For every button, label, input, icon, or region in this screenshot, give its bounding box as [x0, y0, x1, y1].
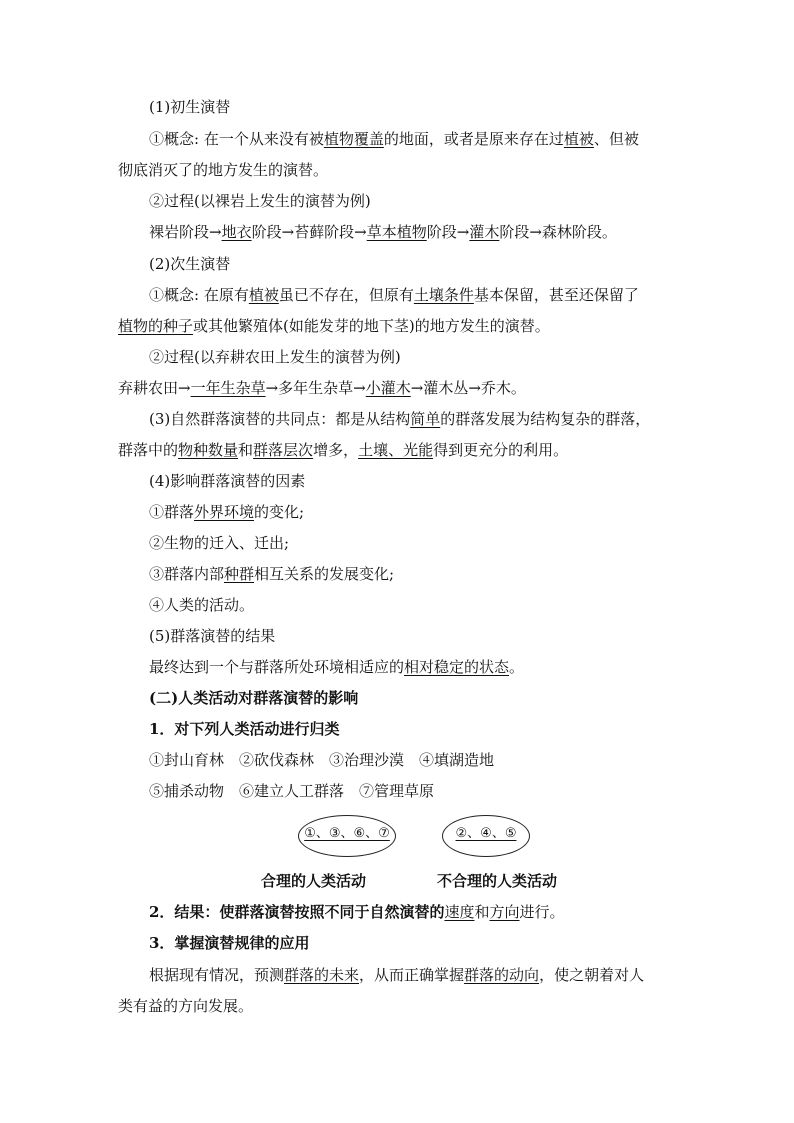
answer-blank: 植物覆盖	[323, 130, 384, 148]
answer-blank: 种群	[224, 565, 255, 583]
unreasonable-activities-caption: 不合理的人类活动	[437, 872, 558, 890]
answer-blank: 植被	[563, 130, 594, 148]
section-result-title: (5)群落演替的结果	[149, 627, 276, 645]
common-points-line1: (3)自然群落演替的共同点：都是从结构简单的群落发展为结构复杂的群落，	[149, 410, 651, 428]
section-secondary-succession-title: (2)次生演替	[149, 255, 231, 273]
answer-blank: 植物的种子	[118, 317, 194, 335]
answer-blank: 草本植物	[366, 223, 427, 241]
answer-blank: 灌木	[469, 223, 500, 241]
answer-blank: 速度	[444, 903, 475, 921]
question-1-title: 1．对下列人类活动进行归类	[149, 720, 340, 738]
answer-blank: 简单	[410, 410, 441, 428]
factor-item-3: ③群落内部种群相互关系的发展变化;	[149, 565, 395, 583]
initial-succession-concept-line1: ①概念: 在一个从来没有被植物覆盖的地面，或者是原来存在过植被、但被	[149, 130, 639, 148]
factor-item-4: ④人类的活动。	[149, 596, 255, 614]
initial-succession-concept-line2: 彻底消灭了的地方发生的演替。	[118, 161, 329, 179]
question-2-result: 2．结果：使群落演替按照不同于自然演替的速度和方向进行。	[149, 903, 565, 921]
answer-blank: 土壤条件	[413, 286, 474, 304]
unreasonable-activities-items: ②、④、⑤	[455, 826, 517, 841]
answer-blank: 小灌木	[365, 379, 411, 397]
initial-succession-process-title: ②过程(以裸岩上发生的演替为例)	[149, 192, 371, 210]
application-line1: 根据现有情况，预测群落的未来，从而正确掌握群落的动向，使之朝着对人	[149, 966, 645, 984]
section-initial-succession-title: (1)初生演替	[149, 98, 231, 116]
secondary-succession-process-title: ②过程(以弃耕农田上发生的演替为例)	[149, 348, 401, 366]
activities-row-1: ①封山育林 ②砍伐森林 ③治理沙漠 ④填湖造地	[149, 751, 495, 769]
factor-item-2: ②生物的迁入、迁出;	[149, 534, 290, 552]
answer-blank: 相对稳定的状态	[404, 658, 510, 676]
answer-blank: 群落的动向	[464, 966, 540, 984]
secondary-succession-process: 弃耕农田→一年生杂草→多年生杂草→小灌木→灌木丛→乔木。	[118, 379, 526, 397]
factor-item-1: ①群落外界环境的变化;	[149, 503, 305, 521]
answer-blank: 一年生杂草	[190, 379, 266, 397]
answer-blank: 外界环境	[194, 503, 255, 521]
reasonable-activities-items: ①、③、⑥、⑦	[304, 826, 390, 841]
activities-row-2: ⑤捕杀动物 ⑥建立人工群落 ⑦管理草原	[149, 782, 435, 800]
section-factors-title: (4)影响群落演替的因素	[149, 472, 306, 490]
answer-blank: 植被	[248, 286, 279, 304]
reasonable-activities-caption: 合理的人类活动	[261, 872, 367, 890]
question-3-title: 3．掌握演替规律的应用	[149, 934, 310, 952]
answer-blank: 方向	[489, 903, 520, 921]
application-line2: 类有益的方向发展。	[118, 997, 254, 1015]
answer-blank: 地衣	[221, 223, 252, 241]
answer-blank: 群落的未来	[284, 966, 360, 984]
part-two-title: (二)人类活动对群落演替的影响	[149, 689, 359, 707]
common-points-line2: 群落中的物种数量和群落层次增多，土壤、光能得到更充分的利用。	[118, 441, 569, 459]
answer-blank: 物种数量	[178, 441, 239, 459]
secondary-succession-concept-line1: ①概念: 在原有植被虽已不存在，但原有土壤条件基本保留，甚至还保留了	[149, 286, 639, 304]
answer-blank: 群落层次	[253, 441, 314, 459]
secondary-succession-concept-line2: 植物的种子或其他繁殖体(如能发芽的地下茎)的地方发生的演替。	[118, 317, 550, 335]
result-text: 最终达到一个与群落所处环境相适应的相对稳定的状态。	[149, 658, 525, 676]
answer-blank: 土壤、光能	[358, 441, 434, 459]
initial-succession-process: 裸岩阶段→地衣阶段→苔藓阶段→草本植物阶段→灌木阶段→森林阶段。	[149, 223, 617, 241]
